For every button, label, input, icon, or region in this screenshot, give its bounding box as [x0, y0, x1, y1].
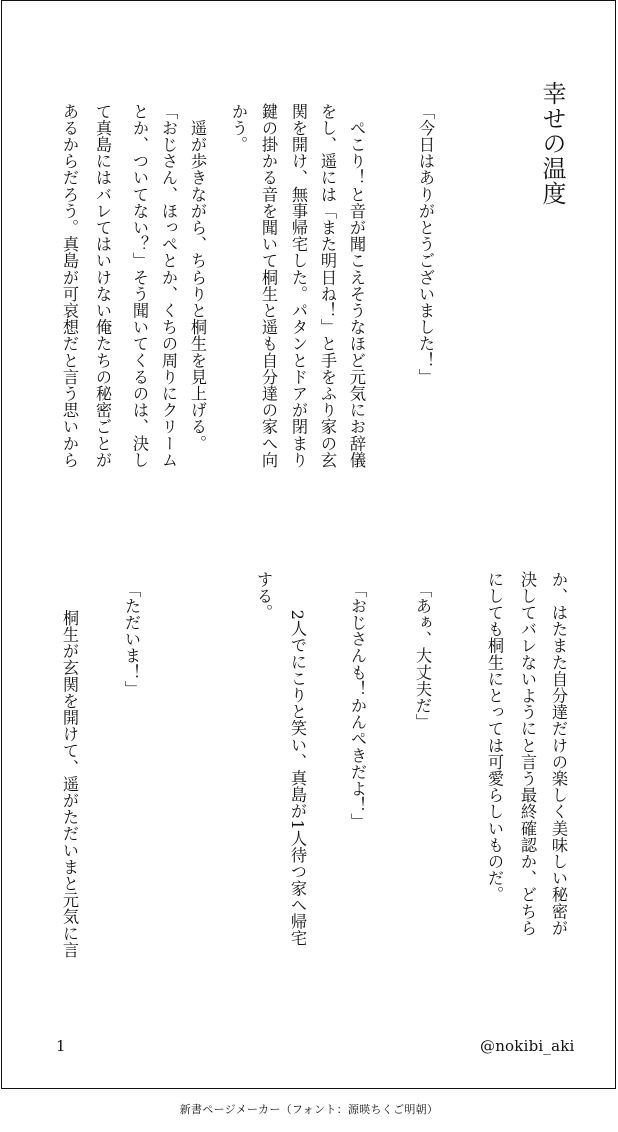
text-column-upper-3: ぺこり！と音が聞こえそうなほど元気にお辞儀 [347, 103, 366, 469]
text-column-upper-6: 鍵の掛かる音を聞いて桐生と遥も自分達の家へ向 [259, 103, 278, 469]
text-column-upper-5: 関を開け、無事帰宅した。パタンとドアが閉まり [289, 103, 308, 469]
text-column-upper-4: をし、遥には「また明日ね！」と手をふり家の玄 [318, 103, 337, 469]
author-handle: @nokibi_aki [480, 1037, 575, 1055]
text-column-lower-3: にしても桐生にとっては可愛らしいものだ。 [485, 571, 504, 903]
text-column-lower-1: か、はたまた自分達だけの楽しく美味しい秘密が [549, 571, 568, 937]
page-title: 幸せの温度 [538, 81, 566, 206]
text-column-upper-8: 遥が歩きながら、ちらりと桐生を見上げる。 [188, 103, 207, 452]
text-column-lower-2: 決してバレないようにと言う最終確認か、どちら [518, 571, 537, 937]
text-column-lower-7: する。 [254, 571, 273, 621]
text-column-lower-5: 「おじさんも！かんぺきだよ！」 [348, 581, 367, 830]
text-column-upper-9: 「おじさん、ほっぺとか、くちの周りにクリーム [159, 103, 178, 469]
manuscript-page [1, 0, 616, 1089]
text-column-upper-10: とか、ついてない？」そう聞いてくるのは、決し [130, 103, 149, 469]
footer-credit: 新書ページメーカー（フォント：源暎ちくご明朝） [179, 1103, 439, 1116]
text-column-lower-9: 桐生が玄関を開けて、遥がただいまと元気に言 [60, 593, 79, 959]
text-column-upper-1: 「今日はありがとうございました！」 [416, 103, 435, 386]
text-column-upper-12: あるからだろう。真島が可哀想だと言う思いから [60, 103, 79, 469]
text-column-upper-11: て真島にはバレてはいけない俺たちの秘密ごとが [93, 103, 112, 469]
text-column-lower-6: 2人でにこりと笑い、真島が1人待つ家へ帰宅 [288, 593, 307, 947]
text-column-lower-4: 「あぁ、大丈夫だ」 [413, 581, 432, 731]
text-column-upper-7: かう。 [229, 103, 248, 153]
page-number: 1 [56, 1037, 66, 1055]
text-column-lower-8: 「ただいま！」 [122, 581, 141, 698]
